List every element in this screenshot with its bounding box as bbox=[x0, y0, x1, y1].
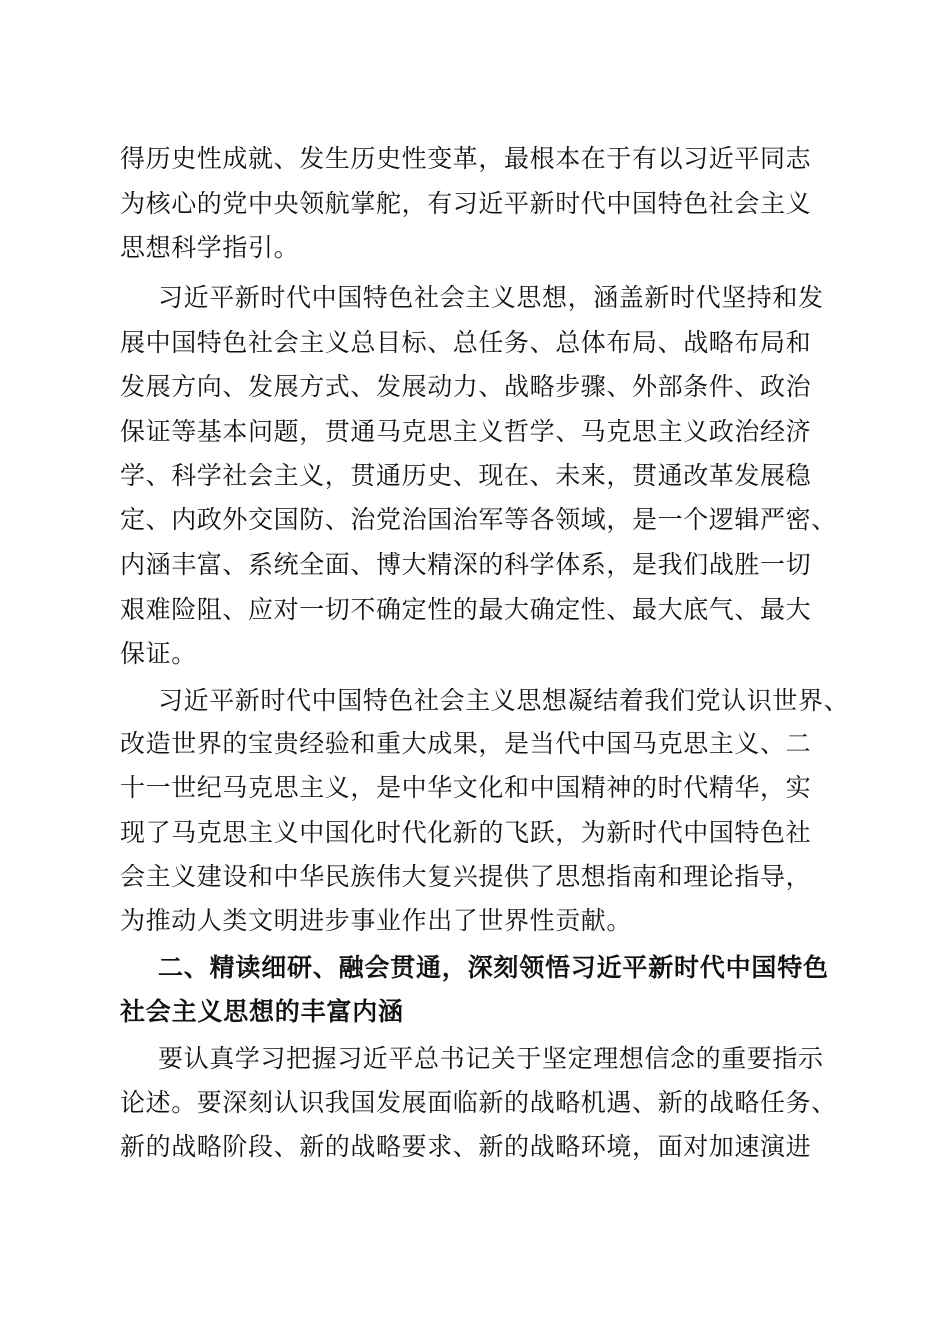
text-line: 要认真学习把握习近平总书记关于坚定理想信念的重要指示 bbox=[158, 1044, 824, 1073]
heading-line: 社会主义思想的丰富内涵 bbox=[120, 997, 404, 1026]
text-line: 现了马克思主义中国化时代化新的飞跃，为新时代中国特色社 bbox=[120, 818, 812, 847]
text-line: 习近平新时代中国特色社会主义思想凝结着我们党认识世界、 bbox=[158, 686, 850, 715]
text-line: 为核心的党中央领航掌舵，有习近平新时代中国特色社会主义 bbox=[120, 189, 812, 218]
text-line: 艰难险阻、应对一切不确定性的最大确定性、最大底气、最大 bbox=[120, 595, 812, 624]
text-line: 论述。要深刻认识我国发展面临新的战略机遇、新的战略任务、 bbox=[120, 1088, 837, 1117]
text-line: 会主义建设和中华民族伟大复兴提供了思想指南和理论指导， bbox=[120, 862, 812, 891]
text-line: 新的战略阶段、新的战略要求、新的战略环境，面对加速演进 bbox=[120, 1132, 812, 1161]
text-line: 思想科学指引。 bbox=[120, 233, 300, 262]
text-line: 习近平新时代中国特色社会主义思想，涵盖新时代坚持和发 bbox=[158, 283, 824, 312]
text-line: 定、内政外交国防、治党治国治军等各领域，是一个逻辑严密、 bbox=[120, 505, 837, 534]
heading-line: 二、精读细研、融会贯通，深刻领悟习近平新时代中国特色 bbox=[158, 953, 829, 982]
text-line: 保证。 bbox=[120, 639, 197, 668]
text-line: 学、科学社会主义，贯通历史、现在、未来，贯通改革发展稳 bbox=[120, 461, 812, 490]
text-line: 十一世纪马克思主义，是中华文化和中国精神的时代精华，实 bbox=[120, 773, 812, 802]
text-line: 为推动人类文明进步事业作出了世界性贡献。 bbox=[120, 906, 633, 935]
text-line: 展中国特色社会主义总目标、总任务、总体布局、战略布局和 bbox=[120, 328, 812, 357]
text-line: 保证等基本问题，贯通马克思主义哲学、马克思主义政治经济 bbox=[120, 417, 812, 446]
text-line: 得历史性成就、发生历史性变革，最根本在于有以习近平同志 bbox=[120, 144, 812, 173]
text-line: 内涵丰富、系统全面、博大精深的科学体系，是我们战胜一切 bbox=[120, 550, 812, 579]
text-line: 发展方向、发展方式、发展动力、战略步骤、外部条件、政治 bbox=[120, 372, 812, 401]
text-line: 改造世界的宝贵经验和重大成果，是当代中国马克思主义、二 bbox=[120, 729, 812, 758]
